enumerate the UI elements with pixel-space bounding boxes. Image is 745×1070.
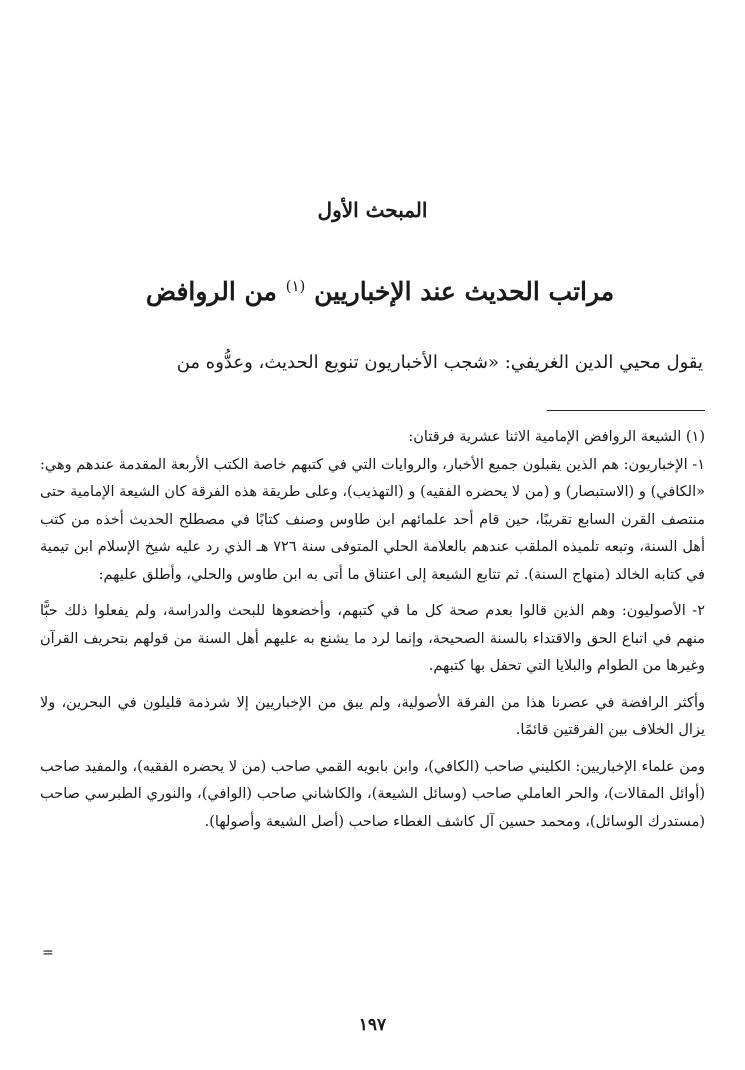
footnote-paragraph-usuliyun: ٢- الأصوليون: وهم الذين قالوا بعدم صحة كل ما في كتبهم، وأخضعوها للبحث والدراسة، ولم يفعلوا ذلك حبًّا منهم في اتباع الحق والاقتداء بالسنة الصحيحة، وإنما لرد ما يشنع به عليهم أهل السنة من قولهم بتحريف القرآن وغيرها من الطوام والبلايا التي تحفل بها كتبهم.	[40, 603, 705, 674]
chapter-title-start: مراتب الحديث عند الإخباريين	[305, 277, 615, 306]
continuation-mark: =	[42, 945, 54, 961]
footnote-paragraph-akhbariyun: ١- الإخباريون: هم الذين يقبلون جميع الأخبار، والروايات التي في كتبهم خاصة الكتب الأربعة المقدمة عندهم وهي: «الكافي) و (الاستبصار) و (من لا يحضره الفقيه) و (التهذيب)، وعلى طريقة هذه الفرقة كان الشيعة الإمامية حتى منتصف القرن السابع تقريبًا، حين قام أحد علمائهم ابن طاوس وصنف كتابًا في مصطلح الحديث أخذه من كتب أهل السنة، وتبعه تلميذه الملقب عندهم بالعلامة الحلي المتوفى سنة ٧٢٦ هـ الذي رد عليه شيخ الإسلام ابن تيمية في كتابه الخالد (منهاج السنة). ثم تتابع الشيعة إلى اعتناق ما أتى به ابن طاوس والحلي، وأطلق عليهم:	[40, 456, 705, 583]
section-title: المبحث الأول	[317, 198, 428, 222]
footnote-divider	[547, 410, 705, 411]
footnote-paragraph-majority: وأكثر الرافضة في عصرنا هذا من الفرقة الأصولية، ولم يبق من الإخباريين إلا شرذمة قليلون في البحرين، ولا يزال الخلاف بين الفرقتين قائمًا.	[40, 694, 705, 738]
page-number: ١٩٧	[358, 1015, 387, 1035]
intro-paragraph: يقول محيي الدين الغريفي: «شجب الأخباريون تنويع الحديث، وعدُّوه من	[176, 352, 703, 373]
footnote-heading: (١) الشيعة الروافض الإمامية الاثنا عشرية فرقتان:	[408, 429, 705, 445]
chapter-title	[80, 277, 680, 306]
chapter-title-end: من الروافض	[145, 277, 286, 306]
footnote-paragraph-scholars: ومن علماء الإخباريين: الكليني صاحب (الكافي)، وابن بابويه القمي صاحب (من لا يحضره الفقيه)، والمفيد صاحب (أوائل المقالات)، والحر العاملي صاحب (وسائل الشيعة)، والكاشاني صاحب (الوافي)، والنوري الطبرسي صاحب (مستدرك الوسائل)، ومحمد حسين آل كاشف الغطاء صاحب (أصل الشيعة وأصولها).	[40, 758, 705, 830]
footnotes	[40, 424, 705, 845]
footnote-marker[interactable]: (١)	[285, 277, 306, 295]
